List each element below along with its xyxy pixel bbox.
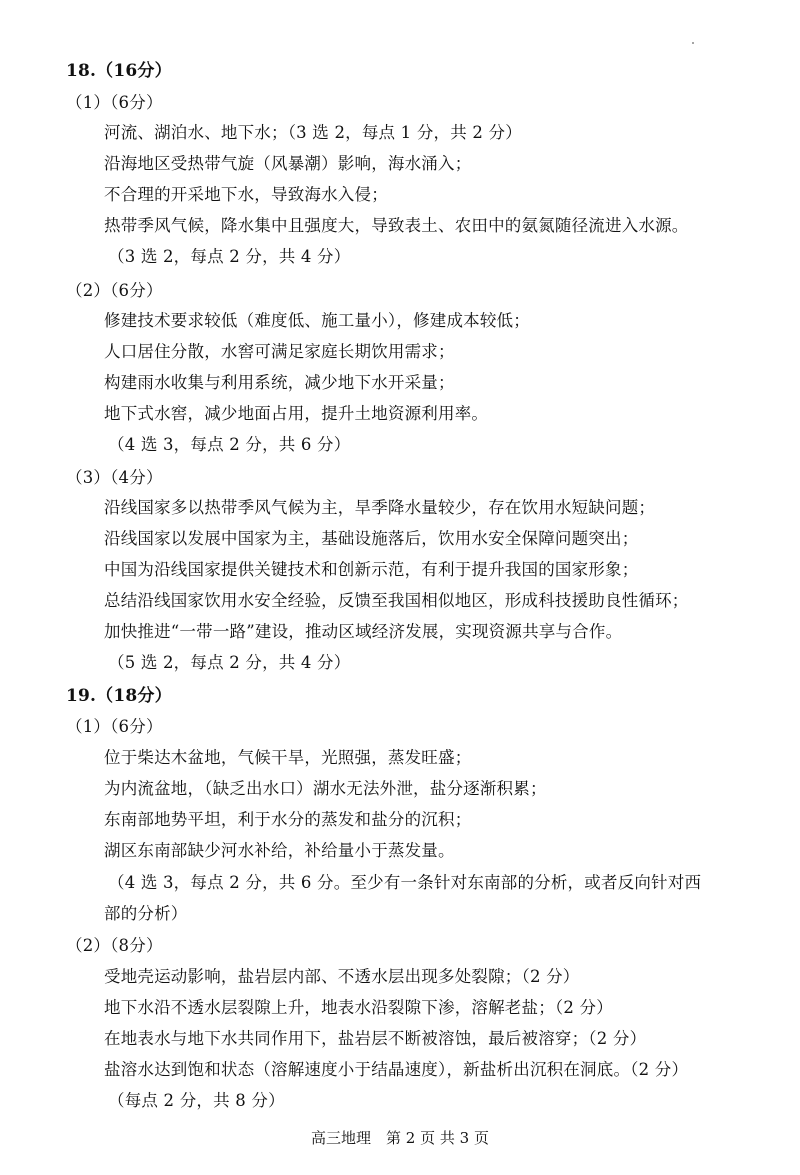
scoring-note: （4 选 3，每点 2 分，共 6 分）: [108, 435, 351, 454]
q18-part1-label: （1）（6分）: [66, 93, 163, 112]
scoring-note: （5 选 2，每点 2 分，共 4 分）: [108, 653, 351, 672]
q19-part1-label: （1）（6分）: [66, 717, 163, 736]
answer-line: 总结沿线国家饮用水安全经验，反馈至我国相似地区，形成科技援助良性循环；: [104, 591, 689, 610]
q19-heading: 19.（18分）: [66, 686, 172, 706]
answer-line: 河流、湖泊水、地下水；（3 选 2，每点 1 分，共 2 分）: [104, 123, 522, 142]
answer-line: 中国为沿线国家提供关键技术和创新示范，有利于提升我国的国家形象；: [104, 560, 639, 579]
answer-line: 沿海地区受热带气旋（风暴潮）影响，海水涌入；: [104, 154, 472, 173]
answer-line: 盐溶水达到饱和状态（溶解速度小于结晶速度），新盐析出沉积在洞底。（2 分）: [104, 1060, 689, 1079]
answer-line: 位于柴达木盆地，气候干旱，光照强，蒸发旺盛；: [104, 748, 472, 767]
answer-line: 在地表水与地下水共同作用下，盐岩层不断被溶蚀，最后被溶穿；（2 分）: [104, 1029, 647, 1048]
answer-line: 不合理的开采地下水，导致海水入侵；: [104, 185, 388, 204]
q18-part3-label: （3）（4分）: [66, 468, 163, 487]
q18-part2-label: （2）（6分）: [66, 281, 163, 300]
scan-speck: [692, 42, 694, 44]
answer-line: 加快推进“一带一路”建设，推动区域经济发展，实现资源共享与合作。: [104, 622, 623, 641]
answer-line: 热带季风气候，降水集中且强度大，导致表土、农田中的氨氮随径流进入水源。: [104, 216, 689, 235]
scoring-note: （每点 2 分，共 8 分）: [108, 1091, 285, 1110]
answer-line: 受地壳运动影响，盐岩层内部、不透水层出现多处裂隙；（2 分）: [104, 967, 580, 986]
answer-line: 修建技术要求较低（难度低、施工量小），修建成本较低；: [104, 311, 530, 330]
page-footer: 高三地理 第 2 页 共 3 页: [311, 1129, 489, 1147]
q18-heading: 18.（16分）: [66, 61, 172, 81]
scoring-note: （3 选 2，每点 2 分，共 4 分）: [108, 247, 351, 266]
answer-line: 构建雨水收集与利用系统，减少地下水开采量；: [104, 373, 455, 392]
answer-line: 人口居住分散，水窖可满足家庭长期饮用需求；: [104, 342, 455, 361]
scoring-note: （4 选 3，每点 2 分，共 6 分。至少有一条针对东南部的分析，或者反向针对西: [108, 873, 702, 892]
answer-line: 沿线国家以发展中国家为主，基础设施落后，饮用水安全保障问题突出；: [104, 529, 639, 548]
answer-line: 湖区东南部缺少河水补给，补给量小于蒸发量。: [104, 841, 455, 860]
q19-part2-label: （2）（8分）: [66, 936, 163, 955]
scoring-note-continued: 部的分析）: [104, 904, 188, 923]
answer-line: 地下式水窖，减少地面占用，提升土地资源利用率。: [104, 404, 489, 423]
answer-line: 东南部地势平坦，利于水分的蒸发和盐分的沉积；: [104, 810, 472, 829]
answer-line: 沿线国家多以热带季风气候为主，旱季降水量较少，存在饮用水短缺问题；: [104, 498, 656, 517]
answer-line: 地下水沿不透水层裂隙上升，地表水沿裂隙下渗，溶解老盐；（2 分）: [104, 998, 613, 1017]
answer-line: 为内流盆地，（缺乏出水口）湖水无法外泄，盐分逐渐积累；: [104, 779, 547, 798]
